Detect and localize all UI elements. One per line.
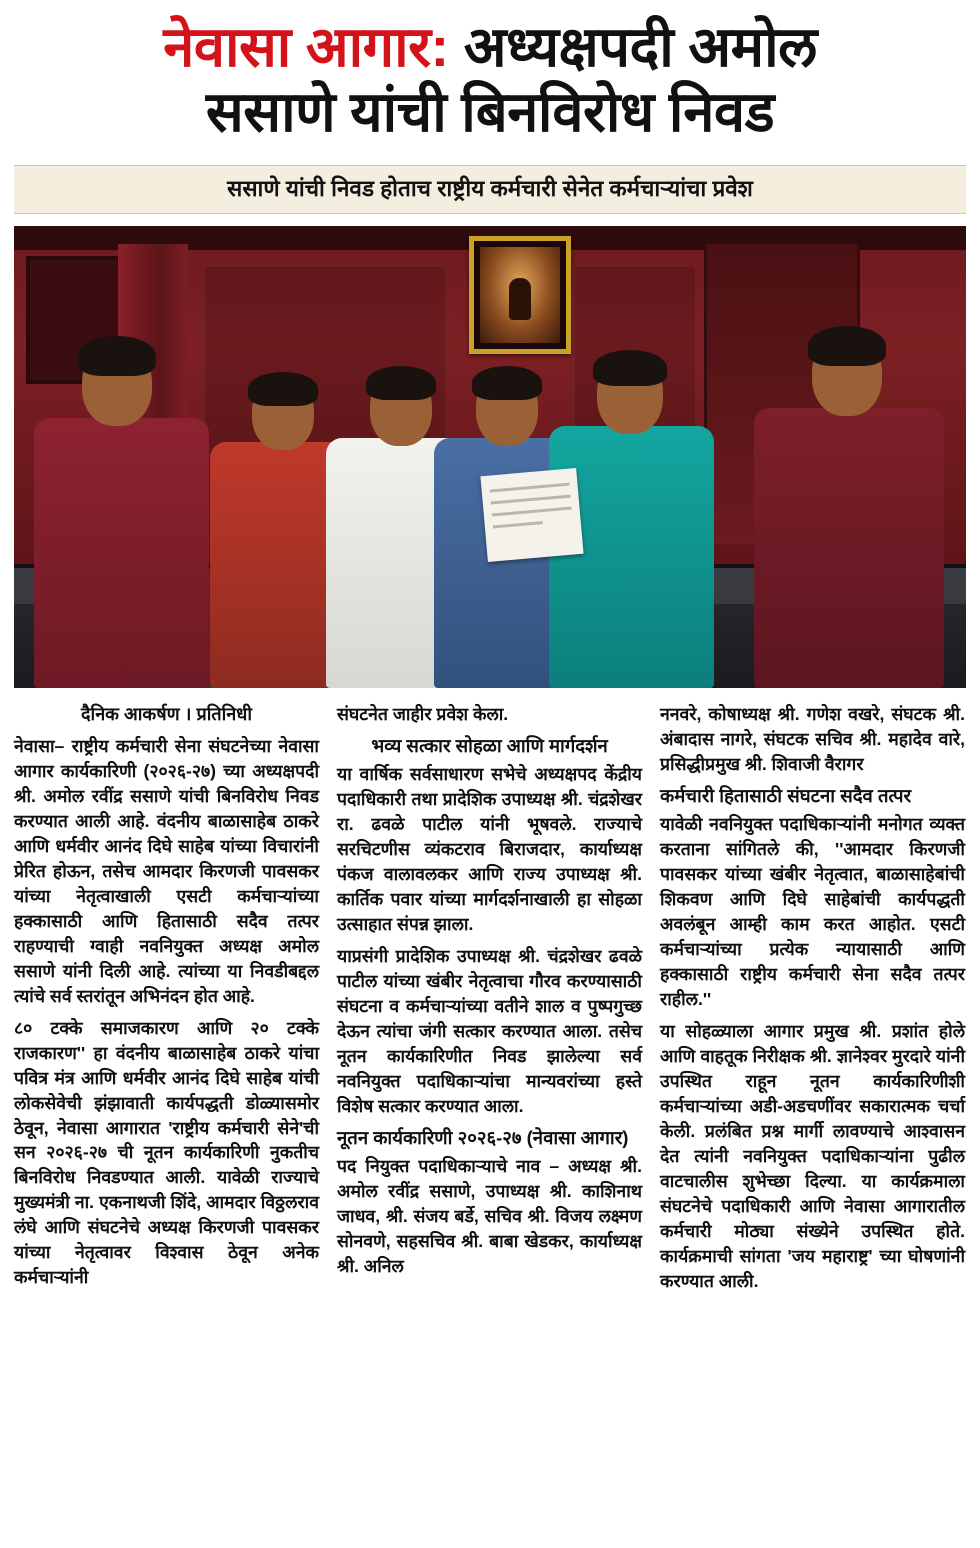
portrait-figure <box>509 278 531 320</box>
person-5-body <box>549 426 714 688</box>
handover-document <box>480 468 583 562</box>
headline-line-2: ससाणे यांची बिनविरोध निवड <box>205 79 775 143</box>
news-photo <box>14 226 966 688</box>
person-3-hair <box>366 366 436 400</box>
person-6 <box>754 308 944 688</box>
photo-scene <box>14 226 966 688</box>
byline: दैनिक आकर्षण । प्रतिनिधी <box>80 704 253 725</box>
portrait-image <box>480 247 560 343</box>
person-6-body <box>754 408 944 688</box>
person-4-hair <box>472 366 542 400</box>
person-1-body <box>34 418 209 688</box>
column3-subheading-1: कर्मचारी हितासाठी संघटना सदैव तत्पर <box>660 785 912 807</box>
column1-paragraph-1 <box>14 734 319 1009</box>
person-6-hair <box>808 326 886 366</box>
column1-paragraph-2: ८० टक्के समाजकारण आणि २० टक्के राजकारण'' हा वंदनीय बाळासाहेब ठाकरे यांचा पवित्र मंत्र आणि धर्मवीर आनंद दिघे साहेब यांची लोकसेवेची झंझावाती कार्यपद्धती डोळ्यासमोर ठेवून, नेवासा आगारात 'राष्ट्रीय कर्मचारी सेने'ची सन २०२६-२७ ची नूतन कार्यकारिणी नुकतीच बिनविरोध निवडण्यात आली. यावेळी राज्याचे मुख्यमंत्री ना. एकनाथजी शिंदे, आमदार विठ्ठलराव लंघे आणि संघटनेचे अध्यक्ष किरणजी पावसकर यांच्या नेतृत्वावर विश्वास ठेवून अनेक कर्मचाऱ्यांनी <box>14 1017 319 1288</box>
subheadline-band <box>14 165 966 214</box>
column2-paragraph-2: या वार्षिक सर्वसाधारण सभेचे अध्यक्षपद केंद्रीय पदाधिकारी तथा प्रादेशिक उपाध्यक्ष श्री. चंद्रशेखर रा. ढवळे पाटील यांनी भूषवले. राज्याचे सरचिटणीस व्यंकटराव बिराजदार, कार्याध्यक्ष पंकज वालावलकर आणि राज्य उपाध्यक्ष श्री. कार्तिक पवार यांच्या मार्गदर्शनाखाली हा सोहळा उत्साहात संपन्न झाला. <box>337 764 642 935</box>
person-1 <box>34 328 209 688</box>
column2-subheading-2: नूतन कार्यकारिणी २०२६-२७ (नेवासा आगार) <box>337 1127 629 1149</box>
column1-paragraph-1-text: राष्ट्रीय कर्मचारी सेना संघटनेच्या नेवासा आगार कार्यकारिणी (२०२६-२७) च्या अध्यक्षपदी श्री. अमोल रवींद्र ससाणे यांची बिनविरोध निवड करण्यात आली आहे. वंदनीय बाळासाहेब ठाकरे आणि धर्मवीर आनंद दिघे साहेब यांच्या विचारांनी प्रेरित होऊन, तसेच आमदार किरणजी पावसकर यांच्या नेतृत्वाखाली एसटी कर्मचाऱ्यांच्या हक्कासाठी आणि हितासाठी सदैव तत्पर राहण्याची ग्वाही नवनियुक्त अध्यक्ष अमोल ससाणे यांनी दिली आहे. त्यांच्या या निवडीबद्दल त्यांचे सर्व स्तरांतून अभिनंदन होत आहे. <box>14 735 319 1006</box>
person-5-hair <box>593 350 667 386</box>
portrait-frame <box>469 236 571 354</box>
article-column-3 <box>660 702 965 1300</box>
person-1-hair <box>78 336 156 376</box>
column3-paragraph-2: यावेळी नवनियुक्त पदाधिकाऱ्यांनी मनोगत व्यक्त करताना सांगितले की, ''आमदार किरणजी पावसकर यांच्या खंबीर नेतृत्वात, बाळासाहेबांची शिकवण आणि दिघे साहेबांची कार्यपद्धती अवलंबून आम्ही काम करत आहोत. एसटी कर्मचाऱ्यांच्या प्रत्येक न्यायासाठी आणि हक्कासाठी राष्ट्रीय कर्मचारी सेना सदैव तत्पर राहील.'' <box>660 814 965 1010</box>
column2-paragraph-4: पद नियुक्त पदाधिकाऱ्याचे नाव – अध्यक्ष श्री. अमोल रवींद्र ससाणे, उपाध्यक्ष श्री. काशिनाथ जाधव, श्री. संजय बर्डे, सचिव श्री. विजय लक्ष्मण सोनवणे, सहसचिव श्री. बाबा खेडकर, कार्याध्यक्ष श्री. अनिल <box>337 1156 642 1276</box>
column2-paragraph-1: संघटनेत जाहीर प्रवेश केला. <box>337 704 509 725</box>
headline-line-1 <box>14 16 966 79</box>
article-column-1 <box>14 702 319 1300</box>
headline-red-part: नेवासा आगार: <box>163 15 449 78</box>
column3-paragraph-3: या सोहळ्याला आगार प्रमुख श्री. प्रशांत होले आणि वाहतूक निरीक्षक श्री. ज्ञानेश्वर मुरदारे यांनी उपस्थित राहून नूतन कार्यकारिणीशी कर्मचाऱ्यांच्या अडी-अडचणींवर सकारात्मक चर्चा केली. प्रलंबित प्रश्न मार्गी लावण्याचे आश्वासन देत त्यांनी नवनियुक्त पदाधिकाऱ्यांना पुढील वाटचालीस शुभेच्छा दिल्या. या कार्यक्रमाला संघटनेचे पदाधिकारी आणि नेवासा आगारातील कर्मचारी मोठ्या संख्येने उपस्थित होते. कार्यक्रमाची सांगता 'जय महाराष्ट्र' च्या घोषणांनी करण्यात आली. <box>660 1021 965 1291</box>
article-column-2 <box>337 702 642 1300</box>
column2-paragraph-3: याप्रसंगी प्रादेशिक उपाध्यक्ष श्री. चंद्रशेखर ढवळे पाटील यांच्या खंबीर नेतृत्वाचा गौरव करण्यासाठी संघटना व कर्मचाऱ्यांच्या वतीने शाल व पुष्पगुच्छ देऊन त्यांचा जंगी सत्कार करण्यात आला. तसेच नूतन कार्यकारिणीत निवड झालेल्या सर्व नवनियुक्त पदाधिकाऱ्यांचा मान्यवरांच्या हस्ते विशेष सत्कार करण्यात आला. <box>337 946 642 1117</box>
column3-paragraph-1: ननवरे, कोषाध्यक्ष श्री. गणेश वखरे, संघटक श्री. अंबादास नागरे, संघटक सचिव श्री. महादेव वारे, प्रसिद्धीप्रमुख श्री. शिवाजी वैरागर <box>660 704 965 775</box>
headline-block <box>14 0 966 143</box>
dateline: नेवासा– <box>14 735 65 756</box>
column2-subheading-1: भव्य सत्कार सोहळा आणि मार्गदर्शन <box>371 735 608 757</box>
person-2-hair <box>248 372 318 406</box>
headline-rest-part: अध्यक्षपदी अमोल <box>448 15 817 78</box>
article-body <box>14 702 966 1300</box>
subheadline-text: ससाणे यांची निवड होताच राष्ट्रीय कर्मचारी सेनेत कर्मचाऱ्यांचा प्रवेश <box>227 176 753 202</box>
